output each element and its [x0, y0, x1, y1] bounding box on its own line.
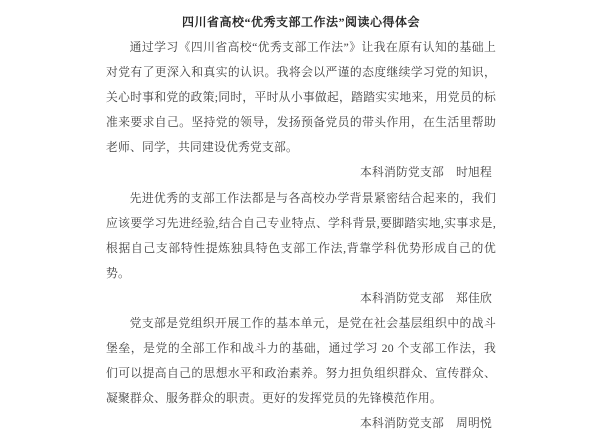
paragraph-reflection-2: 先进优秀的支部工作法都是与各高校办学背景紧密结合起来的，我们应该要学习先进经验,结合自己专业特点、学科背景,要脚踏实地,实事求是,根据自己支部特性提炼独具特色支部工作法,背靠学科优势形成自己的优势。 — [106, 190, 496, 280]
document-title: 四川省高校“优秀支部工作法”阅读心得体会 — [181, 15, 420, 29]
signature-3: 本科消防党支部 周明悦 — [360, 416, 492, 431]
paragraph-reflection-3: 党支部是党组织开展工作的基本单元，是党在社会基层组织中的战斗堡垒，是党的全部工作和战斗力的基础，通过学习 20 个支部工作法，我们可以提高自己的思想水平和政治素养。努力担负组织群众、宣传群众、凝聚群众、服务群众的职责。更好的发挥党员的先锋模范作用。 — [106, 316, 496, 406]
signature-2: 本科消防党支部 郑佳欣 — [360, 290, 492, 305]
signature-1: 本科消防党支部 时旭程 — [360, 165, 492, 180]
paragraph-reflection-1: 通过学习《四川省高校“优秀支部工作法”》让我在原有认知的基础上对党有了更深入和真实的认识。我将会以严谨的态度继续学习党的知识，关心时事和党的政策;同时，平时从小事做起，踏踏实实地来，用党员的标准来要求自己。坚持党的领导，发扬预备党员的带头作用，在生活里帮助老师、同学，共同建设优秀党支部。 — [106, 40, 496, 155]
